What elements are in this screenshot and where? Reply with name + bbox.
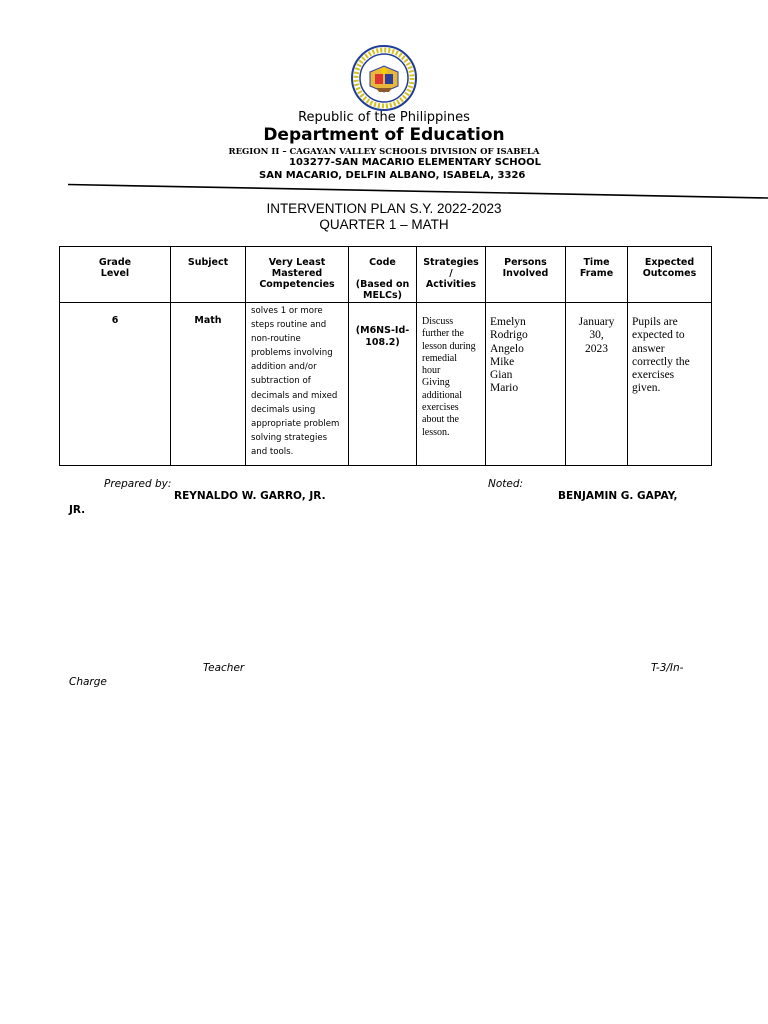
cell-persons [486, 303, 566, 466]
header-text: Grade [98, 257, 132, 268]
cell-line: 108.2) [365, 336, 400, 348]
header-text: Mastered [271, 268, 323, 279]
cell-line: decimals and mixed [251, 390, 338, 401]
cell-line: Giving [422, 377, 450, 389]
header-text: (Based on [355, 279, 410, 290]
cell-line: expected to [632, 329, 685, 342]
cell-line: given. [632, 382, 661, 395]
cell-line: Discuss [422, 316, 454, 327]
header-strategies [417, 247, 486, 303]
cell-line: lesson during [422, 340, 476, 352]
cell-line: correctly the [632, 355, 690, 368]
cell-line: (M6NS-Id- [355, 325, 410, 336]
header-code [349, 247, 417, 303]
header-text: Level [100, 268, 130, 279]
cell-line: subtraction of [251, 376, 311, 387]
header-text: Persons [504, 257, 547, 268]
cell-strategies [417, 303, 486, 466]
cell-line: lesson. [422, 426, 450, 438]
cell-subject: Math [171, 303, 246, 466]
header-divider [0, 0, 768, 210]
preparer-role: Teacher [203, 662, 245, 674]
header-persons [486, 247, 566, 303]
cell-line: solving strategies [251, 432, 328, 443]
cell-grade: 6 [60, 303, 171, 466]
header-competencies [246, 247, 349, 303]
school-line: 103277-SAN MACARIO ELEMENTARY SCHOOL [289, 157, 541, 168]
cell-line: exercises [632, 369, 675, 382]
address-line: SAN MACARIO, DELFIN ALBANO, ISABELA, 3326 [259, 170, 526, 181]
noted-label: Noted: [488, 478, 524, 490]
table-row [60, 303, 712, 466]
plan-title: INTERVENTION PLAN S.Y. 2022-2023 [266, 201, 502, 216]
noter-name-wrap: JR. [69, 504, 86, 516]
table-header-row [60, 247, 712, 303]
department-title: Department of Education [263, 125, 505, 145]
header-text: Code [369, 257, 396, 268]
cell-line: Emelyn [490, 316, 526, 328]
cell-line: and tools. [251, 446, 294, 457]
header-text: Subject [187, 257, 229, 268]
cell-line: additional [422, 389, 462, 401]
cell-line: about the [422, 414, 459, 426]
noter-role: T-3/In- [651, 662, 684, 674]
header-text: Competencies [259, 279, 335, 290]
header-text [349, 268, 416, 279]
cell-line: 2023 [585, 342, 608, 355]
cell-competencies [246, 303, 349, 466]
header-outcomes [628, 247, 712, 303]
cell-line: Rodrigo [490, 329, 528, 342]
cell-line: answer [632, 342, 665, 355]
preparer-name: REYNALDO W. GARRO, JR. [174, 490, 326, 502]
noter-role-wrap: Charge [69, 676, 107, 688]
cell-code [349, 303, 417, 466]
cell-line: appropriate problem [251, 418, 340, 429]
cell-line: solves 1 or more [251, 306, 323, 316]
republic-title: Republic of the Philippines [298, 110, 470, 125]
cell-time-frame [566, 303, 628, 466]
cell-line: Pupils are [632, 316, 678, 328]
cell-line: exercises [422, 402, 459, 414]
cell-line: remedial [422, 352, 457, 364]
header-time-frame [566, 247, 628, 303]
cell-line: Gian [490, 369, 513, 382]
cell-line: addition and/or [251, 362, 317, 373]
cell-outcomes [628, 303, 712, 466]
noter-name: BENJAMIN G. GAPAY, [558, 490, 678, 502]
cell-line: decimals using [251, 404, 316, 415]
header-text: Strategies [423, 257, 479, 268]
cell-line: further the [422, 328, 464, 340]
cell-line: Angelo [490, 342, 524, 355]
cell-line: Mike [490, 355, 515, 368]
intervention-table [59, 246, 712, 466]
cell-line: steps routine and [251, 320, 327, 331]
region-line: REGION II – CAGAYAN VALLEY SCHOOLS DIVISION OF ISABELA [228, 147, 540, 157]
cell-line: hour [422, 365, 441, 377]
cell-line: problems involving [251, 348, 333, 359]
header-text: Activities [425, 279, 477, 290]
cell-line: January [578, 316, 615, 328]
header-text: Involved [502, 268, 549, 279]
header-grade-level [60, 247, 171, 303]
prepared-by-label: Prepared by: [104, 478, 172, 490]
header-text: Outcomes [642, 268, 697, 279]
plan-subtitle: QUARTER 1 – MATH [319, 217, 449, 232]
header-text: / [449, 268, 453, 279]
header-subject [171, 247, 246, 303]
cell-line: 30, [589, 329, 604, 342]
header-text: Time [583, 257, 610, 268]
header-text: MELCs) [363, 290, 402, 301]
header-text: Frame [579, 268, 614, 279]
header-text: Very Least [268, 257, 326, 268]
cell-line: Mario [490, 382, 519, 395]
header-text: Expected [644, 257, 695, 268]
cell-line: non-routine [251, 334, 301, 345]
